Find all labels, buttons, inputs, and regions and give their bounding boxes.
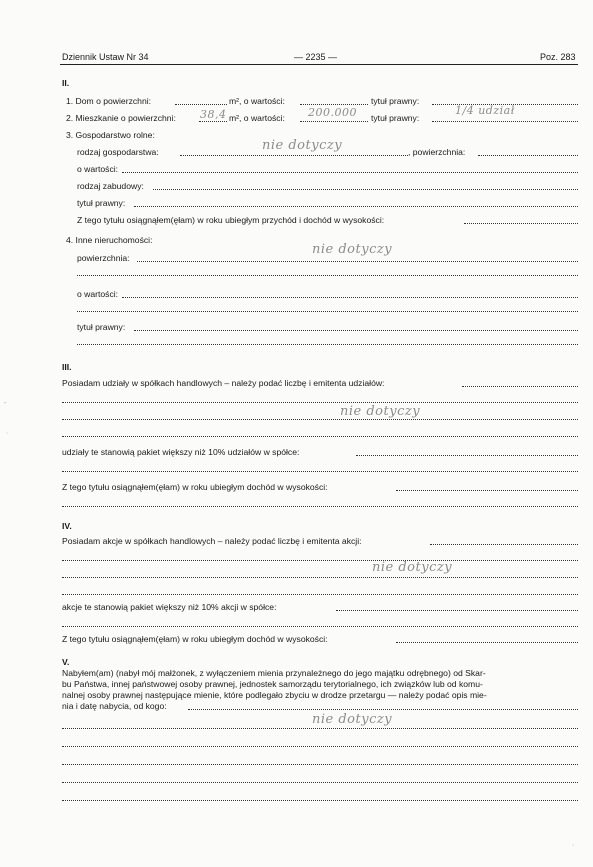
shares-field-2[interactable] bbox=[62, 402, 578, 403]
farm-area-field[interactable] bbox=[478, 155, 578, 156]
shares-stake-field-2[interactable] bbox=[62, 471, 578, 472]
other-value-field[interactable] bbox=[122, 297, 578, 298]
farm-heading: 3. Gospodarstwo rolne: bbox=[66, 130, 155, 140]
other-handwritten-note: nie dotyczy bbox=[312, 242, 393, 257]
acquired-text-1: Nabyłem(am) (nabył mój małżonek, z wyłączeniem mienia przynależnego do jego majątku odrębnego) od Skar- bbox=[62, 668, 486, 678]
shares-field[interactable] bbox=[462, 386, 578, 387]
farm-income-label: Z tego tytułu osiągnąłem(ęłam) w roku ubiegłym przychód i dochód w wysokości: bbox=[77, 215, 385, 225]
acquired-field-3[interactable] bbox=[62, 746, 578, 747]
flat-value-label: m², o wartości: bbox=[229, 113, 285, 123]
house-value-field[interactable] bbox=[300, 104, 368, 105]
farm-area-label: , powierzchnia: bbox=[408, 147, 466, 157]
shares-income-label: Z tego tytułu osiągnąłem(ęłam) w roku ubiegłym dochód w wysokości: bbox=[62, 482, 328, 492]
other-area-field[interactable] bbox=[137, 261, 578, 262]
farm-value-label: o wartości: bbox=[77, 164, 119, 174]
stocks-income-label: Z tego tytułu osiągnąłem(ęłam) w roku ubiegłym dochód w wysokości: bbox=[62, 634, 328, 644]
section-heading-iv: IV. bbox=[62, 521, 72, 531]
stocks-field[interactable] bbox=[430, 544, 578, 545]
stocks-field-2[interactable] bbox=[62, 560, 578, 561]
acquired-text-2: bu Państwa, innej państwowej osoby prawnej, jednostek samorządu terytorialnego, ich związków lub od komu- bbox=[62, 679, 483, 689]
section-heading-ii: II. bbox=[62, 78, 70, 88]
stocks-field-4[interactable] bbox=[62, 594, 578, 595]
house-title-label: tytuł prawny: bbox=[371, 96, 420, 106]
journal-title: Dziennik Ustaw Nr 34 bbox=[62, 52, 149, 62]
other-title-field-2[interactable] bbox=[77, 344, 578, 345]
farm-type-label: rodzaj gospodarstwa: bbox=[77, 147, 159, 157]
other-value-field-2[interactable] bbox=[77, 311, 578, 312]
flat-title-field[interactable] bbox=[432, 121, 578, 122]
flat-value-handwritten: 200.000 bbox=[308, 106, 357, 119]
flat-area-label: 2. Mieszkanie o powierzchni: bbox=[66, 113, 176, 123]
other-title-field[interactable] bbox=[134, 330, 578, 331]
page-number: — 2235 — bbox=[294, 52, 338, 62]
house-area-label: 1. Dom o powierzchni: bbox=[66, 96, 152, 106]
stocks-stake-label: akcje te stanowią pakiet większy niż 10% akcji w spółce: bbox=[62, 602, 277, 612]
farm-type-field[interactable] bbox=[180, 155, 408, 156]
shares-field-3[interactable] bbox=[62, 419, 578, 420]
house-value-label: m², o wartości: bbox=[229, 96, 285, 106]
stocks-stake-field[interactable] bbox=[336, 610, 578, 611]
acquired-field[interactable] bbox=[188, 709, 578, 710]
other-area-field-2[interactable] bbox=[77, 275, 578, 276]
margin-mark: · bbox=[6, 430, 9, 437]
stocks-field-3[interactable] bbox=[62, 577, 578, 578]
acquired-field-2[interactable] bbox=[62, 728, 578, 729]
flat-area-field[interactable] bbox=[199, 121, 227, 122]
section-heading-v: V. bbox=[62, 657, 70, 667]
flat-value-field[interactable] bbox=[300, 121, 368, 122]
stocks-income-field[interactable] bbox=[396, 642, 578, 643]
header-rule bbox=[60, 64, 578, 65]
stocks-label: Posiadam akcje w spółkach handlowych – należy podać liczbę i emitenta akcji: bbox=[62, 536, 362, 546]
acquired-handwritten-note: nie dotyczy bbox=[312, 712, 393, 727]
acquired-text-4: nia i datę nabycia, od kogo: bbox=[62, 701, 167, 711]
other-property-heading: 4. Inne nieruchomości: bbox=[66, 235, 153, 245]
shares-handwritten-note: nie dotyczy bbox=[340, 404, 421, 419]
farm-title-field[interactable] bbox=[134, 206, 578, 207]
other-value-label: o wartości: bbox=[77, 289, 119, 299]
shares-stake-label: udziały te stanowią pakiet większy niż 10% udziałów w spółce: bbox=[62, 447, 300, 457]
house-area-field[interactable] bbox=[175, 104, 227, 105]
flat-area-handwritten: 38,4 bbox=[200, 108, 227, 121]
farm-buildings-label: rodzaj zabudowy: bbox=[77, 181, 144, 191]
farm-handwritten-note: nie dotyczy bbox=[262, 138, 343, 153]
acquired-field-5[interactable] bbox=[62, 782, 578, 783]
section-heading-iii: III. bbox=[62, 362, 72, 372]
farm-title-label: tytuł prawny: bbox=[77, 198, 126, 208]
stocks-stake-field-2[interactable] bbox=[62, 626, 578, 627]
farm-income-field[interactable] bbox=[464, 223, 578, 224]
flat-title-handwritten: 1/4 udział bbox=[455, 104, 515, 117]
farm-value-field[interactable] bbox=[122, 172, 578, 173]
shares-income-field[interactable] bbox=[396, 490, 578, 491]
acquired-text-3: nalnej osoby prawnej następujące mienie, które podlegało zbyciu w drodze przetargu — należy podać opis mie- bbox=[62, 690, 487, 700]
shares-income-field-2[interactable] bbox=[62, 506, 578, 507]
shares-label: Posiadam udziały w spółkach handlowych – należy podać liczbę i emitenta udziałów: bbox=[62, 378, 385, 388]
acquired-field-4[interactable] bbox=[62, 764, 578, 765]
stocks-handwritten-note: nie dotyczy bbox=[372, 560, 453, 575]
shares-stake-field[interactable] bbox=[356, 455, 578, 456]
other-area-label: powierzchnia: bbox=[77, 253, 130, 263]
position-number: Poz. 283 bbox=[540, 52, 576, 62]
margin-mark: · bbox=[572, 842, 575, 849]
acquired-field-6[interactable] bbox=[62, 800, 578, 801]
margin-mark: - bbox=[4, 400, 7, 407]
other-title-label: tytuł prawny: bbox=[77, 322, 126, 332]
shares-field-4[interactable] bbox=[62, 436, 578, 437]
flat-title-label: tytuł prawny: bbox=[371, 113, 420, 123]
farm-buildings-field[interactable] bbox=[153, 189, 578, 190]
